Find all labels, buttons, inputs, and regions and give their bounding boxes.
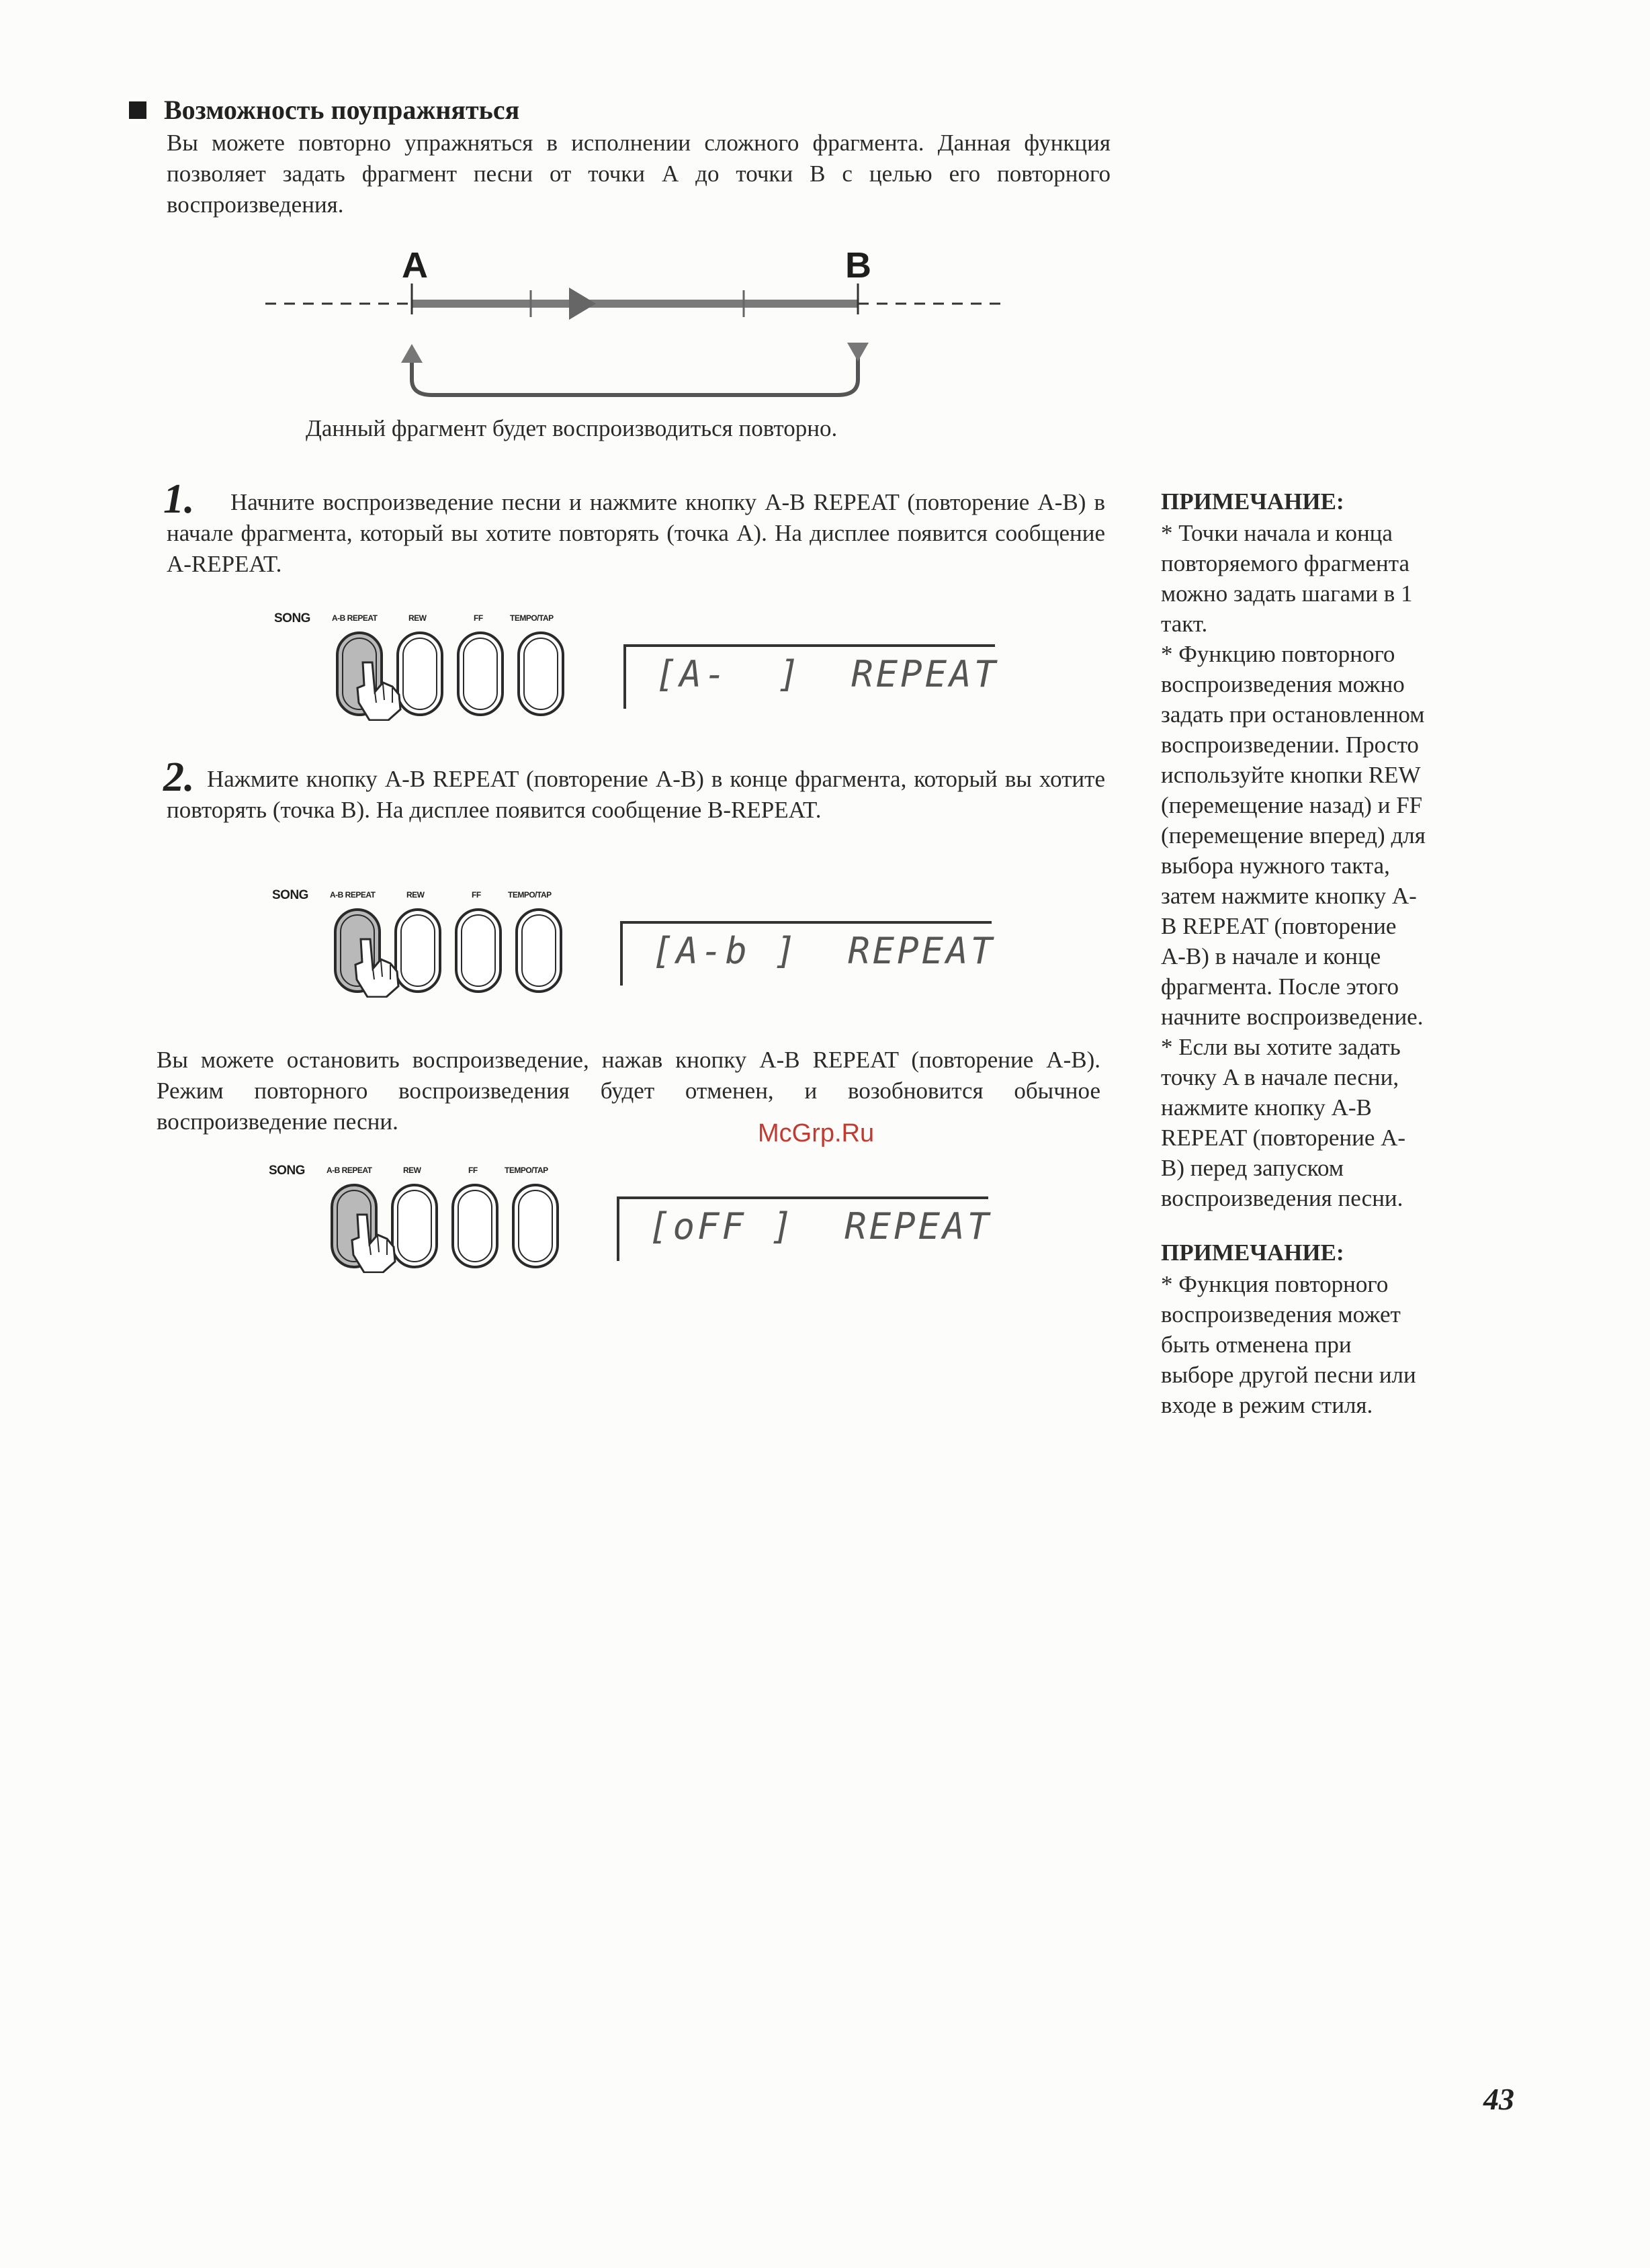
- note-line: B REPEAT (повторение: [1161, 913, 1397, 939]
- note-line: быть отменена при: [1161, 1332, 1352, 1358]
- ff-button[interactable]: [453, 1185, 497, 1267]
- note-line: фрагмента. После этого: [1161, 973, 1399, 1000]
- label-rew: REW: [406, 890, 425, 900]
- note-line: нажмите кнопку A-B: [1161, 1094, 1372, 1121]
- note-line: начните воспроизведение.: [1161, 1004, 1424, 1030]
- lcd-display-1: [A- ] REPEAT: [655, 653, 999, 695]
- label-ff: FF: [468, 1166, 478, 1175]
- label-ff: FF: [472, 890, 481, 900]
- diagram-caption: Данный фрагмент будет воспроизводиться повторно.: [306, 415, 838, 441]
- note-line: * Функция повторного: [1161, 1271, 1389, 1297]
- play-arrow-icon: [569, 288, 596, 320]
- control-panel-1: [274, 609, 580, 723]
- note-1-title: ПРИМЕЧАНИЕ:: [1161, 488, 1344, 515]
- note-line: воспроизведения можно: [1161, 671, 1405, 697]
- label-rew: REW: [403, 1166, 421, 1175]
- note-line: * Точки начала и конца: [1161, 520, 1393, 546]
- label-song: SONG: [269, 1164, 305, 1178]
- lcd-display-2: [A-b ] REPEAT: [652, 930, 996, 972]
- label-ff: FF: [474, 613, 483, 623]
- note-2-body: [1161, 1269, 1497, 1420]
- ab-segment-bar: [412, 300, 858, 308]
- note-line: выбора нужного такта,: [1161, 853, 1390, 879]
- ff-button[interactable]: [458, 633, 503, 715]
- note-line: A-B) в начале и конце: [1161, 943, 1381, 969]
- note-line: REPEAT (повторение A-: [1161, 1125, 1406, 1151]
- ff-button[interactable]: [456, 910, 501, 992]
- step-2-text: Нажмите кнопку A-B REPEAT (повторение A-B) в конце фрагмента, который вы хотите повторять (точка B). На дисплее появится сообщение B-REPEAT.: [167, 766, 1105, 823]
- note-line: повторяемого фрагмента: [1161, 550, 1410, 576]
- note-line: задать при остановленном: [1161, 701, 1425, 728]
- bullet-square-icon: [129, 101, 146, 119]
- note-line: (перемещение вперед) для: [1161, 822, 1426, 848]
- note-line: * Функцию повторного: [1161, 641, 1395, 667]
- tempo-tap-button[interactable]: [513, 1185, 558, 1267]
- stop-paragraph: Вы можете остановить воспроизведение, нажав кнопку A-B REPEAT (повторение A-B). Режим повторного воспроизведения будет отменен, и возобновится обычное воспроизведение песни.: [157, 1047, 1100, 1135]
- note-line: * Если вы хотите задать: [1161, 1034, 1401, 1060]
- label-rew: REW: [408, 613, 427, 623]
- label-tempo-tap: TEMPO/TAP: [510, 613, 554, 623]
- label-ab-repeat: A-B REPEAT: [327, 1166, 372, 1175]
- note-line: точку A в начале песни,: [1161, 1064, 1399, 1090]
- note-line: используйте кнопки REW: [1161, 762, 1421, 788]
- step-1-text: Начните воспроизведение песни и нажмите кнопку A-B REPEAT (повторение A-B) в начале фрагмента, который вы хотите повторять (точка A). На дисплее появится сообщение A-REPEAT.: [167, 489, 1105, 577]
- tempo-tap-button[interactable]: [519, 633, 563, 715]
- page-number: 43: [1483, 2082, 1514, 2116]
- label-b: B: [845, 245, 871, 286]
- label-a: A: [402, 245, 428, 286]
- note-1-body: [1161, 518, 1497, 1213]
- label-tempo-tap: TEMPO/TAP: [505, 1166, 548, 1175]
- step-1-number: 1.: [163, 476, 195, 522]
- section-title: [129, 94, 519, 126]
- note-line: (перемещение назад) и FF: [1161, 792, 1423, 818]
- note-line: такт.: [1161, 611, 1208, 637]
- intro-paragraph: Вы можете повторно упражняться в исполнении сложного фрагмента. Данная функция позволяет задать фрагмент песни от точки А до точки В с целью его повторного воспроизведения.: [167, 130, 1111, 218]
- step-2-number: 2.: [163, 754, 195, 800]
- note-line: B) перед запуском: [1161, 1155, 1344, 1181]
- note-line: воспроизведения песни.: [1161, 1185, 1403, 1211]
- control-panel-2: [272, 885, 578, 1000]
- label-ab-repeat: A-B REPEAT: [332, 613, 378, 623]
- label-song: SONG: [272, 888, 308, 902]
- note-1: [1161, 486, 1497, 1213]
- note-line: входе в режим стиля.: [1161, 1392, 1373, 1418]
- note-2-title: ПРИМЕЧАНИЕ:: [1161, 1239, 1344, 1266]
- tempo-tap-button[interactable]: [517, 910, 561, 992]
- control-panel-3: [269, 1161, 574, 1275]
- note-line: выборе другой песни или: [1161, 1362, 1416, 1388]
- rew-button[interactable]: [392, 1185, 437, 1267]
- section-title-text: Возможность поупражняться: [164, 95, 520, 125]
- rew-button[interactable]: [398, 633, 442, 715]
- label-tempo-tap: TEMPO/TAP: [508, 890, 552, 900]
- lcd-display-3: [oFF ] REPEAT: [648, 1205, 992, 1248]
- ab-loop-diagram: [265, 242, 1011, 410]
- watermark: McGrp.Ru: [758, 1119, 875, 1147]
- note-line: можно задать шагами в 1: [1161, 580, 1413, 607]
- label-ab-repeat: A-B REPEAT: [330, 890, 376, 900]
- down-arrow-icon: [847, 343, 869, 361]
- note-line: затем нажмите кнопку A-: [1161, 883, 1417, 909]
- return-loop-path: [412, 343, 858, 395]
- rew-button[interactable]: [396, 910, 440, 992]
- up-arrow-icon: [401, 344, 423, 363]
- note-2: [1161, 1237, 1497, 1420]
- label-song: SONG: [274, 611, 310, 625]
- note-line: воспроизведении. Просто: [1161, 732, 1419, 758]
- note-line: воспроизведения может: [1161, 1301, 1401, 1327]
